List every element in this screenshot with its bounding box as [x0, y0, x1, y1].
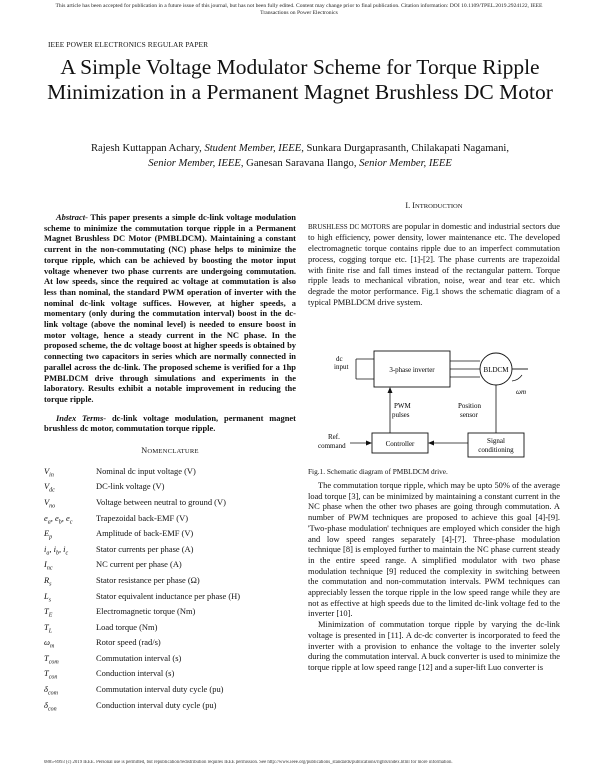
ref-label: Ref.	[328, 433, 340, 442]
nomenclature-row	[44, 544, 296, 560]
nomenclature-symbol: $i_a$, $i_b$, $i_c$	[44, 543, 69, 557]
nomenclature-row	[44, 466, 296, 482]
pwm-label: PWM	[394, 402, 411, 411]
nomenclature-definition: Conduction interval (s)	[96, 668, 175, 679]
position-sensor-label: Position	[458, 402, 481, 411]
author-line-2	[30, 157, 570, 172]
nomenclature-symbol: $T_L$	[44, 621, 53, 635]
nomenclature-symbol: $L_s$	[44, 590, 52, 604]
controller-label: Controller	[385, 440, 415, 449]
signal-label-2: conditioning	[478, 446, 514, 455]
header-note: This article has been accepted for publication in a future issue of this journal, but has not been fully edited. Content may change prior to final publication. Citation information: DOI 10.1109/TPEL.2019.2924122, IEEE Transactions on Power Electronics	[55, 3, 543, 16]
nomenclature-definition: Stator equivalent inductance per phase (H)	[96, 590, 241, 601]
figure-1-caption: Fig.1. Schematic diagram of PMBLDCM drive.	[308, 467, 448, 477]
author-names: , Ganesan Saravana Ilango,	[240, 157, 360, 169]
index-terms-lead: Index Terms-	[56, 412, 107, 423]
author-list	[30, 142, 570, 171]
intro-paragraph-1: BRUSHLESS DC MOTORS are popular in domestic and industrial sectors due to high efficiency, power density, lower maintenance etc. The developed electromagnetic torque contains ripple due to an imperfect commutation process, cogging torque etc. [1]-[2]. The phase currents are trapezoidal with finite rise and fall times instead of the rectangular pattern. Torque ripple leads to mechanical vibration, noise, wear and tear etc. which degrade the motor performance. Fig.1 shows the schematic diagram of a typical PMBLDCM drive system.	[308, 220, 560, 307]
nomenclature-definition: Amplitude of back-EMF (V)	[96, 528, 194, 539]
author-line-1	[30, 142, 570, 157]
drop-lead: BRUSHLESS DC MOTORS	[308, 222, 391, 231]
index-terms	[44, 413, 296, 434]
nomenclature-definition: Trapezoidal back-EMF (V)	[96, 512, 189, 523]
nomenclature-row	[44, 591, 296, 607]
nomenclature-symbol: $\omega_m$	[44, 637, 55, 650]
author-role: Senior Member, IEEE	[359, 157, 452, 169]
nomenclature-definition: NC current per phase (A)	[96, 559, 182, 570]
nomenclature-list	[44, 466, 296, 716]
author-role: Senior Member, IEEE	[148, 157, 241, 169]
nomenclature-row	[44, 497, 296, 513]
nomenclature-symbol: $V_{no}$	[44, 496, 56, 510]
nomenclature-definition: Stator currents per phase (A)	[96, 543, 194, 554]
author-names: Rajesh Kuttappan Achary,	[90, 143, 205, 154]
author-names: , Sunkara Durgaprasanth, Chilakapati Nagamani,	[301, 143, 510, 154]
nomenclature-symbol: $R_s$	[44, 574, 52, 588]
nomenclature-symbol: $e_a$, $e_b$, $e_c$	[44, 512, 73, 526]
nomenclature-symbol: $E_p$	[44, 528, 53, 541]
nomenclature-definition: Load torque (Nm)	[96, 621, 158, 632]
copyright-footer: 0885-8993 (c) 2019 IEEE. Personal use is permitted, but republication/redistribution requires IEEE permission. See http://www.ieee.org/publications_standards/publications/rights/index.html for more information.	[44, 760, 453, 765]
nomenclature-row	[44, 575, 296, 591]
nomenclature-definition: Conduction interval duty cycle (pu)	[96, 699, 217, 710]
ref-label-2: command	[318, 442, 346, 451]
pwm-label-2: pulses	[392, 411, 410, 420]
schematic-svg	[308, 315, 560, 465]
nomenclature-symbol: $I_{nc}$	[44, 559, 53, 573]
nomenclature-definition: Commutation interval (s)	[96, 652, 182, 663]
nomenclature-row	[44, 637, 296, 653]
nomenclature-heading: NOMENCLATURE	[141, 446, 199, 456]
dc-input-label-2: input	[334, 363, 349, 372]
abstract-lead: Abstract-	[56, 212, 88, 222]
motor-label: BLDCM	[483, 366, 509, 375]
nomenclature-row	[44, 668, 296, 684]
nomenclature-symbol: $T_E$	[44, 606, 53, 619]
journal-label: IEEE POWER ELECTRONICS REGULAR PAPER	[48, 40, 209, 49]
nomenclature-row	[44, 481, 296, 497]
right-column	[308, 201, 560, 673]
author-role: Student Member, IEEE	[204, 143, 302, 154]
nomenclature-definition: Nominal dc input voltage (V)	[96, 465, 196, 476]
nomenclature-row	[44, 513, 296, 529]
intro-paragraph-2: The commutation torque ripple, which may be upto 50% of the average load torque [3], can be minimized by maintaining a constant current in the NC phase when the other two phases are going through commutation. A number of PWM techniques are proposed to achieve this goal [4]-[9]. 'Two-phase modulation' techniques are employed which consider the high and low speed ranges separately [4]-[7]. Three-phase modulation technique [8] is employed further to maintain the NC phase current steady in the entire speed range. A simplified modulator with two phase modulation technique [9] reduced the complexity in switching between the commutation and non-commutation intervals. PWM techniques can appreciably lessen the torque ripple in the low speed range while they are not as effective at high speeds due to the limited dc-link voltage fed to the inverter [10].	[308, 480, 560, 619]
intro-paragraph-3: Minimization of commutation torque ripple by varying the dc-link voltage is presented in [11]. A dc-dc converter is incorporated to feed the inverter with a provision to enhance the voltage to the inverter solely during the commutation interval. A buck converter is used to minimize the torque ripple at low speed range [12] and a super-lift Luo converter is	[308, 619, 560, 672]
nomenclature-row	[44, 653, 296, 669]
nomenclature-definition: Commutation interval duty cycle (pu)	[96, 684, 224, 695]
nomenclature-symbol: $\delta_{com}$	[44, 684, 58, 697]
signal-label: Signal	[487, 437, 505, 446]
nomenclature-row	[44, 622, 296, 638]
nomenclature-symbol: $T_{com}$	[44, 652, 59, 666]
inverter-label: 3-phase inverter	[389, 366, 435, 375]
nomenclature-symbol: $V_{dc}$	[44, 481, 55, 495]
introduction-heading: I. INTRODUCTION	[405, 201, 463, 210]
nomenclature-definition: Stator resistance per phase (Ω)	[96, 574, 200, 585]
speed-label: ωm	[516, 388, 526, 397]
nomenclature-row	[44, 559, 296, 575]
index-terms-text: dc-link voltage modulation, permanent magnet brushless dc motor, commutation torque ripple.	[44, 412, 296, 434]
dc-input-label: dc	[336, 355, 343, 364]
paper-title: A Simple Voltage Modulator Scheme for Torque Ripple Minimization in a Permanent Magnet Brushless DC Motor	[47, 55, 553, 104]
nomenclature-definition: Rotor speed (rad/s)	[96, 637, 161, 648]
nomenclature-symbol: $T_{con}$	[44, 668, 58, 682]
left-column	[44, 212, 296, 715]
abstract-text: This paper presents a simple dc-link voltage modulation scheme to minimize the commutation torque ripple in a Permanent Magnet Brushless DC Motor (PMBLDCM). Maintaining a constant current in the non-commutating (NC) phase helps to minimize the torque ripple, which can be achieved by boosting the motor input voltage whenever two phase currents are undergoing commutation. At low speeds, since the required ac voltage at commutation is also less than nominal, the standard PWM operation of inverter with the nominal dc-link voltage suffices. However, at higher speeds, a momentary (only during the commutation interval) boost in the dc-link voltage (above the nominal level) is needed to ensure boost in motor voltage, hence a steady current in the NC phase. In the proposed scheme, the dc voltage boost at higher speeds is obtained by connecting two capacitors in series which are normally connected in parallel across the dc-link. The proposed scheme is verified for a 1hp PMBLDCM drive through simulations and experiments in the laboratory. Results exhibit a notable improvement in reducing the torque ripple.	[44, 212, 296, 404]
figure-1-diagram	[308, 315, 560, 465]
nomenclature-row	[44, 528, 296, 544]
abstract	[44, 212, 296, 405]
nomenclature-definition: Electromagnetic torque (Nm)	[96, 606, 196, 617]
nomenclature-row	[44, 606, 296, 622]
nomenclature-symbol: $V_{in}$	[44, 465, 54, 479]
position-sensor-label-2: sensor	[460, 411, 478, 420]
nomenclature-definition: Voltage between neutral to ground (V)	[96, 496, 226, 507]
nomenclature-definition: DC-link voltage (V)	[96, 481, 165, 492]
nomenclature-row	[44, 684, 296, 700]
nomenclature-row	[44, 700, 296, 716]
nomenclature-symbol: $\delta_{con}$	[44, 699, 57, 713]
